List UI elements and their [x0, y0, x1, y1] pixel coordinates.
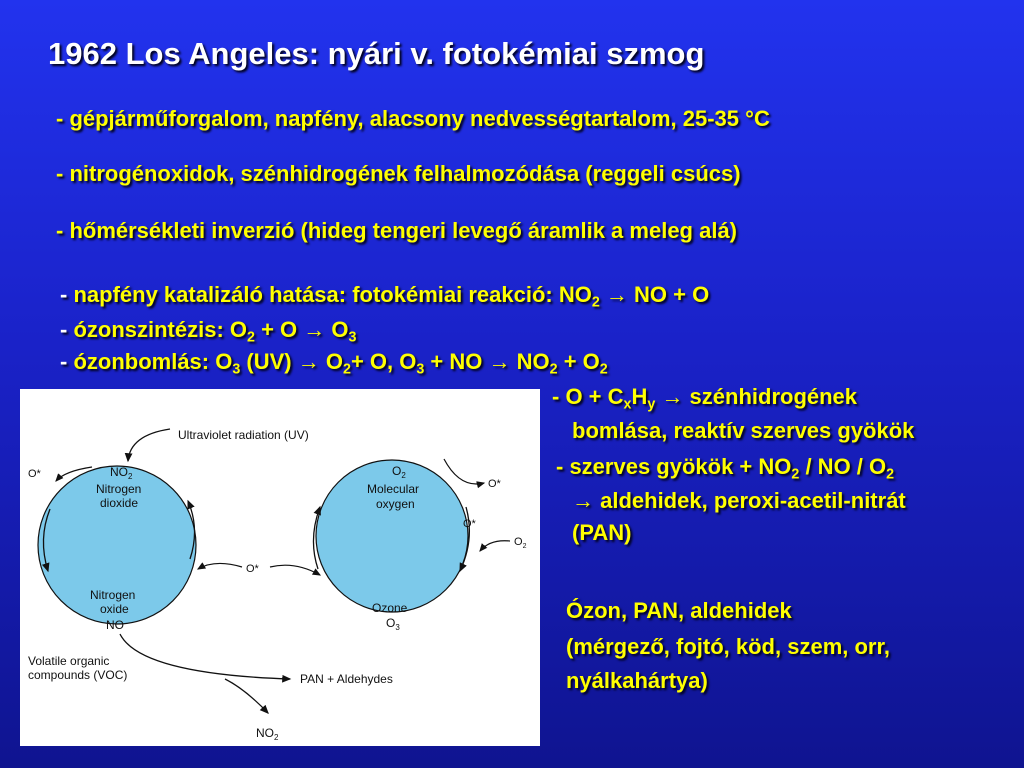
summary-line-1: Ózon, PAN, aldehidek — [566, 598, 792, 623]
voc-to-pan-arrow — [120, 634, 290, 679]
o-star-middle: O* — [246, 563, 259, 575]
o-star-left: O* — [28, 468, 41, 480]
right-aldehydes-line: → aldehidek, peroxi-acetil-nitrát — [572, 488, 906, 513]
no2-output-label: $NO_2$ — [256, 726, 279, 742]
o2-name-line-2: oxygen — [376, 497, 415, 511]
voc-label-line-1: Volatile organic — [28, 654, 110, 668]
smog-cycle-diagram — [20, 389, 540, 746]
o2-formula: $O_2$ — [392, 464, 406, 480]
no-name-line-2: oxide — [100, 602, 129, 616]
o-star-right: O* — [463, 518, 476, 530]
summary-line-3: nyálkahártya) — [566, 668, 708, 693]
uv-label: Ultraviolet radiation (UV) — [178, 428, 309, 442]
bullet-traffic: - gépjárműforgalom, napfény, alacsony nedvességtartalom, 25-35 °C — [56, 106, 770, 131]
ozone-formula: $O_3$ — [386, 616, 400, 632]
right-radicals-line: bomlása, reaktív szerves gyökök — [572, 418, 915, 443]
no-formula: NO — [106, 618, 124, 632]
right-pan-line: (PAN) — [572, 520, 632, 545]
no2-output-arrow — [225, 679, 268, 713]
bullet-accumulation: - nitrogénoxidok, szénhidrogének felhalmozódása (reggeli csúcs) — [56, 161, 741, 186]
o-star-middle-arrow-left — [198, 563, 242, 569]
reaction-ozone-synthesis: - ózonszintézis: $O_2 + O \to O_3$ — [60, 317, 357, 346]
no2-formula: $NO_2$ — [110, 465, 133, 481]
page-title: 1962 Los Angeles: nyári v. fotokémiai szmog — [48, 36, 705, 71]
right-hydrocarbon-line: - $O + C_xH_y$ → szénhidrogének — [552, 384, 858, 413]
o2-name-line-1: Molecular — [367, 482, 420, 496]
pan-aldehydes-label: PAN + Aldehydes — [300, 672, 393, 686]
no2-name-line-2: dioxide — [100, 496, 139, 510]
o-star-middle-arrow-right — [270, 565, 320, 575]
bullet-inversion: - hőmérsékleti inverzió (hideg tengeri levegő áramlik a meleg alá) — [56, 218, 738, 243]
right-organic-radicals-line: - szerves gyökök + $NO_2$ / NO / $O_2$ — [556, 454, 895, 483]
o2-input-label: $O_2$ — [514, 536, 527, 550]
o-star-top-right-arrow — [444, 459, 484, 484]
ozone-name: Ozone — [372, 601, 408, 615]
no2-name-line-1: Nitrogen — [96, 482, 142, 496]
no-name-line-1: Nitrogen — [90, 588, 136, 602]
reaction-ozone-decay: - ózonbomlás: $O_3$ $(UV) \to O_2+ O$, $O_3$ + NO → $NO_2 + O_2$ — [60, 349, 608, 378]
voc-label-line-2: compounds (VOC) — [28, 668, 128, 682]
o2-input-arrow — [480, 541, 510, 551]
summary-line-2: (mérgező, fojtó, köd, szem, orr, — [566, 634, 890, 659]
reaction-photolysis: - napfény katalizáló hatása: fotokémiai reakció: $NO_2$ → NO + O — [60, 282, 710, 311]
uv-arrow — [128, 429, 170, 461]
o-star-top-right: O* — [488, 478, 501, 490]
